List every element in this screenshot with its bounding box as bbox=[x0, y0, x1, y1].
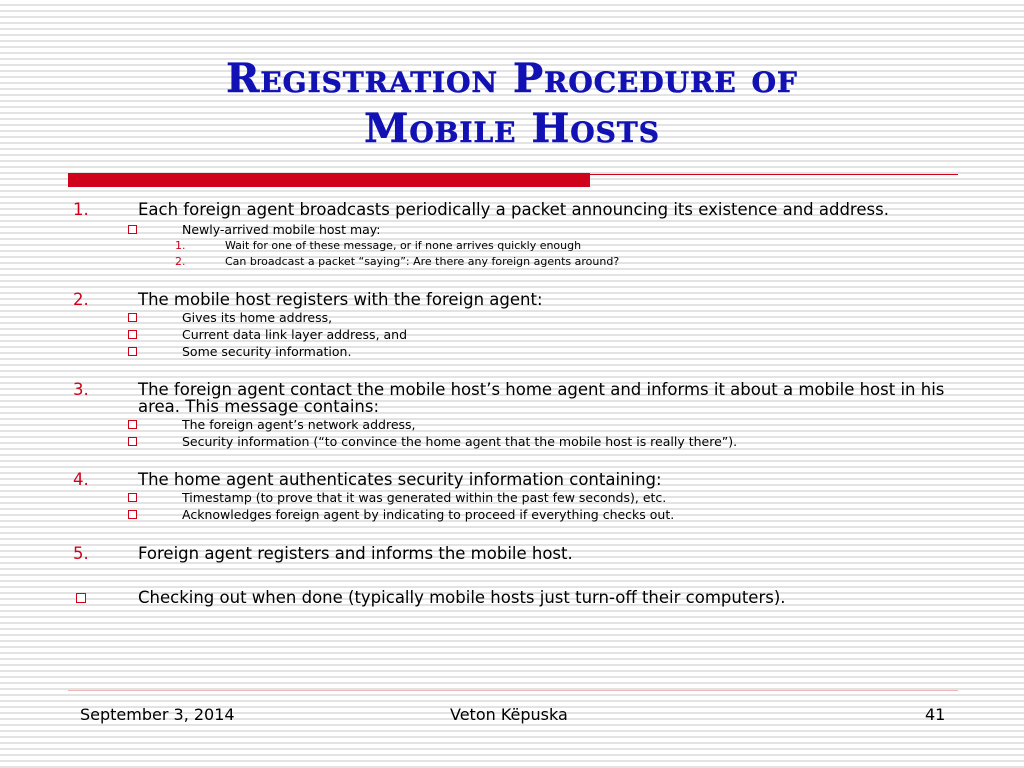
list-number: 2. bbox=[175, 255, 186, 268]
list-number: 4. bbox=[73, 470, 89, 489]
sub-item-text: Gives its home address, bbox=[182, 310, 333, 325]
square-bullet-icon bbox=[128, 225, 137, 234]
list-item-1 bbox=[68, 201, 958, 218]
sub-item-text: Acknowledges foreign agent by indicating to proceed if everything checks out. bbox=[182, 507, 675, 522]
list-number: 1. bbox=[73, 200, 89, 219]
list-item-5 bbox=[68, 545, 958, 562]
square-bullet-icon bbox=[128, 510, 137, 519]
slide-title-line-2: Mobile Hosts bbox=[364, 105, 660, 152]
title-underline-bar bbox=[68, 173, 590, 187]
list-item-4 bbox=[68, 471, 958, 488]
list-item-2 bbox=[68, 291, 958, 308]
list-item-text: Foreign agent registers and informs the mobile host. bbox=[138, 544, 573, 563]
sub-item bbox=[68, 343, 958, 360]
sub-sub-item bbox=[68, 254, 958, 270]
list-number: 2. bbox=[73, 290, 89, 309]
slide-title-line-1: Registration Procedure of bbox=[226, 55, 798, 102]
square-bullet-icon bbox=[76, 593, 86, 603]
sub-item-text: Some security information. bbox=[182, 344, 352, 359]
footer-date: September 3, 2014 bbox=[80, 705, 235, 724]
list-item-checkout bbox=[68, 589, 958, 606]
sub-item-text: Security information (“to convince the home agent that the mobile host is really there”). bbox=[182, 434, 738, 449]
sub-item bbox=[68, 221, 958, 238]
sub-item bbox=[68, 326, 958, 343]
list-number: 5. bbox=[73, 544, 89, 563]
list-number: 3. bbox=[73, 380, 89, 399]
list-item-text: Each foreign agent broadcasts periodically a packet announcing its existence and address. bbox=[138, 200, 889, 219]
square-bullet-icon bbox=[128, 437, 137, 446]
list-item-3 bbox=[68, 381, 958, 415]
footer-page-number: 41 bbox=[925, 705, 946, 724]
square-bullet-icon bbox=[128, 493, 137, 502]
sub-sub-item bbox=[68, 238, 958, 254]
sub-sub-item-text: Can broadcast a packet “saying”: Are there any foreign agents around? bbox=[225, 255, 620, 268]
slide-body bbox=[68, 198, 958, 606]
list-item-text: The mobile host registers with the foreign agent: bbox=[138, 290, 543, 309]
sub-item bbox=[68, 506, 958, 523]
list-item-text: Checking out when done (typically mobile hosts just turn-off their computers). bbox=[138, 588, 786, 607]
sub-item-text: The foreign agent’s network address, bbox=[182, 417, 416, 432]
sub-item-text: Newly-arrived mobile host may: bbox=[182, 222, 381, 237]
square-bullet-icon bbox=[128, 330, 137, 339]
sub-item-text: Timestamp (to prove that it was generated within the past few seconds), etc. bbox=[182, 490, 667, 505]
list-item-text: The foreign agent contact the mobile host’s home agent and informs it about a mobile host in his area. This message contains: bbox=[138, 380, 945, 416]
list-item-text: The home agent authenticates security information containing: bbox=[138, 470, 662, 489]
slide-title bbox=[0, 54, 1024, 154]
footer-author: Veton Këpuska bbox=[450, 705, 568, 724]
square-bullet-icon bbox=[128, 347, 137, 356]
sub-item-text: Current data link layer address, and bbox=[182, 327, 408, 342]
sub-item bbox=[68, 416, 958, 433]
sub-item bbox=[68, 433, 958, 450]
square-bullet-icon bbox=[128, 420, 137, 429]
sub-item bbox=[68, 489, 958, 506]
list-number: 1. bbox=[175, 239, 186, 252]
title-underline-rule bbox=[590, 174, 958, 175]
sub-item bbox=[68, 309, 958, 326]
footer-rule bbox=[68, 690, 958, 691]
square-bullet-icon bbox=[128, 313, 137, 322]
sub-sub-item-text: Wait for one of these message, or if none arrives quickly enough bbox=[225, 239, 582, 252]
